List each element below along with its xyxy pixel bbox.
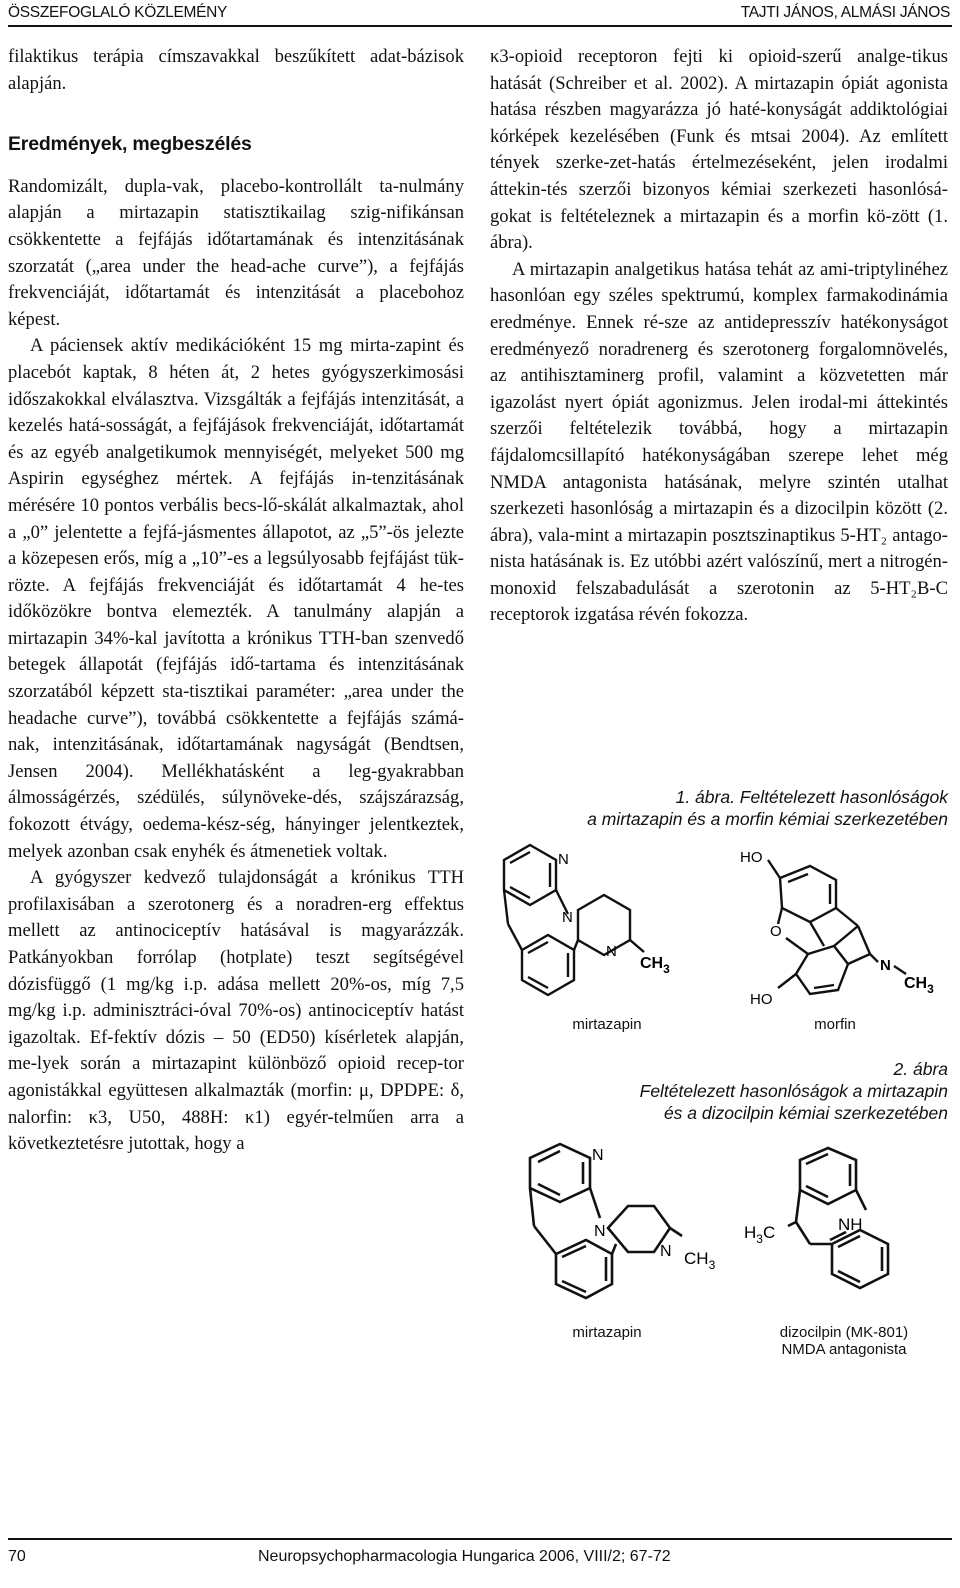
- running-header-left: ÖSSZEFOGLALÓ KÖZLEMÉNY: [8, 4, 228, 21]
- paragraph: A mirtazapin analgetikus hatása tehát az ami-triptylinéhez hasonlóan egy széles spektrumú, komplex farmakodinámia eredménye. Ennek ré-sze az antidepresszív hatékonyságot eredményező noradrenerg és szerotonerg forgalomnövelés, az antihisztaminerg profil, valamint a közvetetten már igazolást nyert ópiát agonizmus. Jelen irodal-mi áttekintés szerzői feltételezik továbbá, hogy a mirtazapin fájdalomcsillapító hatékonyságában szerepe lehet még NMDA antagonista hatásának, melyre szintén utalhat szerkezeti hasonlóság a mirtazapin és a dizocilpin között (2. ábra), vala-mint a mirtazapin posztszinaptikus 5-HT₂ antago-nista hatásának is. Ez utóbbi azért valószínű, mert a nitrogén-monoxid felszabadulását a szerotonin az 5-HT₂B-C receptorok izgatása révén fokozza.: [490, 258, 948, 626]
- atom-label-ch3: [904, 975, 934, 996]
- benzene-ring: [556, 1240, 612, 1298]
- atom-label-ho: HO: [740, 849, 763, 866]
- paragraph: filaktikus terápia címszavakkal beszűkített adat-bázisok alapján.: [8, 46, 464, 94]
- header-rule: [8, 25, 952, 27]
- footer-rule: [8, 1538, 952, 1540]
- journal-citation: Neuropsychopharmacologia Hungarica 2006, VIII/2; 67-72: [258, 1548, 671, 1565]
- atom-label-ch3: [684, 1249, 716, 1272]
- figure-2-label-line: dizocilpin (MK-801): [779, 1324, 909, 1341]
- pyridine-ring: [504, 845, 556, 905]
- left-column: [8, 44, 464, 1158]
- atom-label-subscript: 3: [663, 962, 670, 976]
- atom-label-n: N: [880, 957, 891, 974]
- figure-1-label-mirtazapin: mirtazapin: [572, 1016, 642, 1033]
- atom-label-c: C: [762, 1223, 776, 1242]
- figure-2-caption-line: Feltételezett hasonlóságok a mirtazapin: [639, 1081, 948, 1101]
- atom-label-n: N: [558, 851, 569, 868]
- paragraph: A páciensek aktív medikációként 15 mg mirta-zapint és placebót kaptak, 8 héten át, 2 hetes gyógyszerkimosási időszakokkal elválasztva. Vizsgálták a fejfájás intenzitását, a kezelés hatá-sosságát, a fejfájások frekvenciáját, időtartamát és az egyéb analgetikumok mennyiségét, melyeket 500 mg Aspirin egységhez mértek. A fejfájás in-tenzitásának mérésére 10 pontos verbális becs-lő-skálát alkalmaztak, ahol a „0” jelentette a fejfá-jásmentes állapotot, az „5”-ös jelezte a közepesen erős, míg a „10”-es a legsúlyosabb fejfájást tük-rözte. A fejfájás frekvenciáját és időtartamát 4 he-tes időközökre bontva elemezték. A tanulmány alapján a mirtazapin 34%-kal javította a krónikus TTH-ban szenvedő betegek állapotát (fejfájás idő-tartama és intenzitásának szorzatából képzett sta-tisztikai paraméter: „area under the headache curve”), továbbá csökkentette a fejfájás számá-nak, intenzitásának, időtartamának nagyságát (Bendtsen, Jensen 2004). Mellékhatásként a leg-gyakrabban álmosságérzés, szédülés, súlynöveke-dés, szájszárazság, fokozott étvágy, oedema-kész-ség, hányinger jelentkeztek, melyek azonban csak enyhék és átmenetiek voltak.: [8, 335, 464, 862]
- atom-label-ch: CH: [904, 975, 928, 992]
- figure-1-label-morfin: morfin: [814, 1016, 856, 1033]
- benzene-ring: [522, 935, 574, 995]
- atom-label-n: N: [594, 1223, 606, 1240]
- atom-label-ch3: [640, 955, 670, 976]
- atom-label-n: N: [592, 1147, 604, 1164]
- lower-aromatic-ring: [832, 1230, 888, 1288]
- figure-1-mirtazapin-structure: [490, 840, 700, 1020]
- atom-label-n: N: [660, 1243, 672, 1260]
- piperazine-ring: [578, 895, 630, 955]
- section-heading: Eredmények, megbeszélés: [8, 133, 252, 156]
- figure-2-label-dizocilpin: [754, 1324, 934, 1358]
- figure-2-caption-line: 2. ábra: [893, 1059, 948, 1079]
- paragraph: κ3-opioid receptoron fejti ki opioid-szerű analge-tikus hatását (Schreiber et al. 2002). A mirtazapin ópiát agonista hatása részben magyarázza jó haté-konyságát addiktológiai kórképek kezelésében (Funk és mtsai 2004). Az említett tények szerke-zet-hatás értelmezéseként, jelen irodalmi áttekin-tés szerzői bizonyos kémiai szerkezeti hasonlósá-gokat is feltételeznek a mirtazapin és a morfin kö-zött (1. ábra).: [490, 46, 948, 254]
- page-number: 70: [8, 1548, 26, 1565]
- figure-2-mirtazapin-structure: [520, 1136, 740, 1326]
- atom-label-ch: CH: [640, 955, 664, 972]
- atom-label-subscript: 3: [927, 982, 934, 996]
- pyridine-ring: [530, 1144, 590, 1202]
- figure-1-caption-line: a mirtazapin és a morfin kémiai szerkezetében: [587, 809, 948, 829]
- figure-2-label-mirtazapin: mirtazapin: [572, 1324, 642, 1341]
- figure-2-dizocilpin-structure: [740, 1140, 950, 1320]
- atom-label-ho: HO: [750, 991, 773, 1008]
- running-header-right: TAJTI JÁNOS, ALMÁSI JÁNOS: [740, 4, 950, 21]
- right-column: [490, 44, 948, 629]
- figure-2-caption: [640, 1058, 948, 1124]
- paragraph: Randomizált, dupla-vak, placebo-kontrollált ta-nulmány alapján a mirtazapin statisztikailag szig-nifikánsan csökkentette a fejfájás időtartamának és intenzitásának szorzatát („area under the head-ache curve”), a fejfájás frekvenciáját, időtartamát és intenzitását a placebohoz képest.: [8, 175, 464, 330]
- atom-label-o: O: [770, 923, 782, 940]
- figure-1-caption-line: 1. ábra. Feltételezett hasonlóságok: [675, 787, 948, 807]
- atom-label-ch: CH: [684, 1249, 709, 1268]
- paragraph: A gyógyszer kedvező tulajdonságát a krónikus TTH profilaxisában a szerotonerg és a noradren-erg effektus mellett az antinociceptív hatásával is magyarázzák. Patkányokban forrólap (hotplate) teszt segítségével dózisfüggő (1 mg/kg i.p. adása mellett 20%-os, míg 7,5 mg/kg i.p. adminisztráci-óval 70%-os) antinociceptív hatást igazoltak. Ef-fektív dózis – 50 (ED50) kísérletek alapján, me-lyek során a mirtazapint különböző opioid recep-tor agonistákkal együttesen alkalmazták (morfin: μ, DPDPE: δ, nalorfin: κ3, U50, 488H: κ1) egyér-telműen arra a következtetésre jutottak, hogy a: [8, 867, 464, 1155]
- figure-1-morfin-structure: [730, 842, 950, 1020]
- atom-label-n: N: [606, 943, 617, 960]
- atom-label-subscript: 3: [756, 1232, 763, 1246]
- atom-label-n: N: [562, 909, 573, 926]
- atom-label-h3c: [744, 1223, 775, 1246]
- figure-2-label-line: NMDA antagonista: [781, 1341, 907, 1358]
- figure-2-caption-line: és a dizocilpin kémiai szerkezetében: [663, 1103, 948, 1123]
- figure-1-caption: [587, 786, 948, 830]
- atom-label-h: H: [744, 1223, 757, 1242]
- atom-label-subscript: 3: [708, 1258, 716, 1272]
- atom-label-nh: NH: [838, 1215, 863, 1234]
